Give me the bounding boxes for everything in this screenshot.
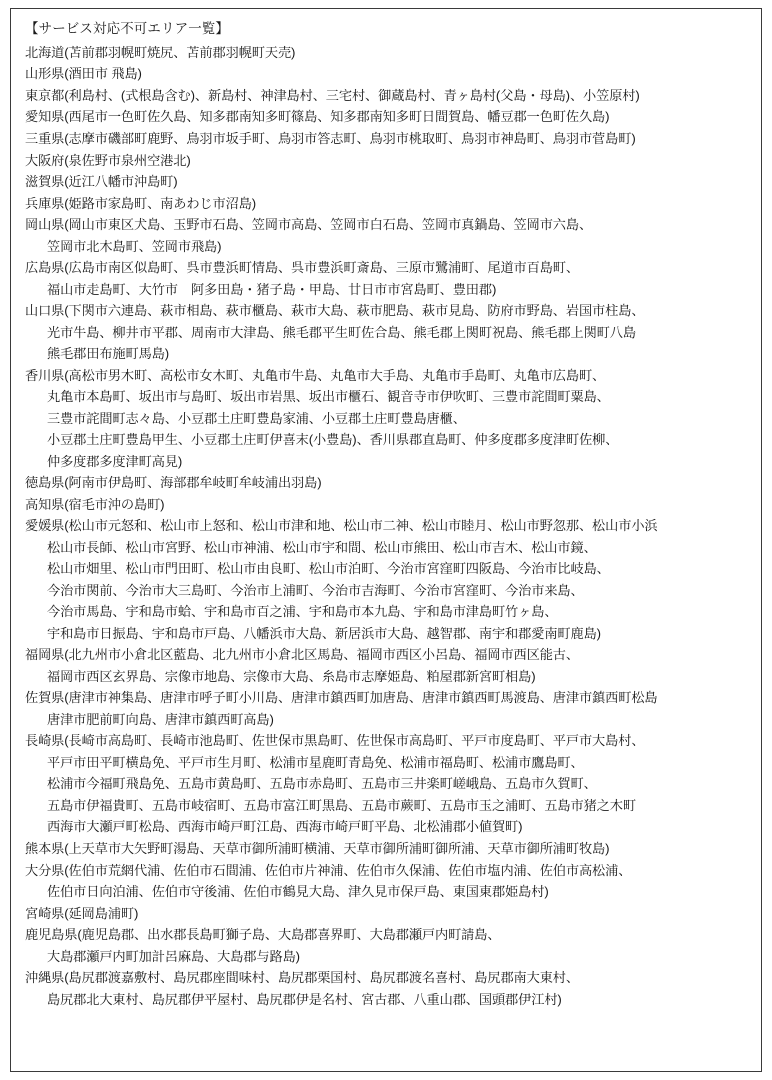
area-entry-line: 平戸市田平町横島免、平戸市生月町、松浦市星鹿町青島免、松浦市福島町、松浦市鷹島町、: [47, 754, 584, 770]
area-entry-saga: [25, 687, 749, 730]
area-entry-line: 熊本県(上天草市大矢野町湯島、天草市御所浦町横浦、天草市御所浦町御所浦、天草市御所浦町牧島): [25, 841, 610, 856]
area-entry-shiga: [25, 171, 749, 193]
area-entry-line: 広島県(広島市南区似島町、呉市豊浜町情島、呉市豊浜町斎島、三原市鷺浦町、尾道市百島町、: [25, 260, 579, 276]
area-entry-line: 長崎県(長崎市高島町、長崎市池島町、佐世保市黒島町、佐世保市高島町、平戸市度島町、平戸市大島村、: [25, 733, 645, 749]
area-entry-line: 東京都(利島村、(式根島含む)、新島村、神津島村、三宅村、御蔵島村、青ヶ島村(父島・母島)、小笠原村): [25, 87, 640, 103]
area-entry-line: 唐津市肥前町向島、唐津市鎮西町高島): [47, 711, 274, 727]
area-entry-line: 三豊市詫間町志々島、小豆郡土庄町豊島家浦、小豆郡土庄町豊島唐櫃、: [47, 410, 466, 426]
area-entry-osaka: [25, 150, 749, 172]
area-entry-line: 滋賀県(近江八幡市沖島町): [25, 174, 178, 190]
area-entry-ehime: [25, 515, 749, 644]
area-entry-line: 徳島県(阿南市伊島町、海部郡牟岐町牟岐浦出羽島): [25, 475, 322, 491]
area-entry-line: 高知県(宿毛市沖の島町): [25, 496, 165, 512]
area-entry-yamagata: [25, 63, 749, 85]
area-entry-line: 沖縄県(島尻郡渡嘉敷村、島尻郡座間味村、島尻郡栗国村、島尻郡渡名喜村、島尻郡南大東村、: [25, 970, 579, 986]
area-entry-line: 松山市長師、松山市宮野、松山市神浦、松山市宇和間、松山市熊田、松山市吉木、松山市鏡、: [47, 539, 597, 555]
area-entry-oita: [25, 860, 749, 903]
area-entry-line: 小豆郡土庄町豊島甲生、小豆郡土庄町伊喜末(小豊島)、香川県郡直島町、仲多度郡多度津町佐柳、: [47, 432, 619, 448]
area-entry-kochi: [25, 494, 749, 516]
area-entry-line: 鹿児島県(鹿児島郡、出水郡長島町獅子島、大島郡喜界町、大島郡瀬戸内町請島、: [25, 927, 501, 943]
area-entry-line: 熊毛郡田布施町馬島): [47, 346, 170, 362]
area-entry-line: 岡山県(岡山市東区犬島、玉野市石島、笠岡市高島、笠岡市白石島、笠岡市真鍋島、笠岡市六島、: [25, 217, 593, 233]
area-entry-okinawa: [25, 967, 749, 1010]
area-entry-kagawa: [25, 365, 749, 473]
area-entry-line: 笠岡市北木島町、笠岡市飛島): [47, 238, 222, 254]
area-entry-list: [25, 42, 749, 1010]
area-entry-line: 大阪府(泉佐野市泉州空港北): [25, 152, 191, 168]
area-entry-hyogo: [25, 193, 749, 215]
area-entry-line: 光市牛島、柳井市平郡、周南市大津島、熊毛郡平生町佐合島、熊毛郡上関町祝島、熊毛郡上関町八島: [47, 324, 636, 340]
area-entry-line: 島尻郡北大東村、島尻郡伊平屋村、島尻郡伊是名村、宮古郡、八重山郡、国頭郡伊江村): [47, 991, 562, 1007]
document-title: 【サービス対応不可エリア一覧】: [25, 21, 229, 36]
area-entry-line: 福岡県(北九州市小倉北区藍島、北九州市小倉北区馬島、福岡市西区小呂島、福岡市西区能古、: [25, 647, 579, 663]
area-entry-line: 丸亀市本島町、坂出市与島町、坂出市岩黒、坂出市櫃石、観音寺市伊吹町、三豊市詫間町粟島、: [47, 389, 610, 405]
area-entry-yamaguchi: [25, 300, 749, 365]
area-entry-line: 三重県(志摩市磯部町鹿野、鳥羽市坂手町、鳥羽市答志町、鳥羽市桃取町、鳥羽市神島町、鳥羽市菅島町): [25, 130, 636, 146]
area-entry-kumamoto: [25, 838, 749, 860]
area-entry-line: 松浦市今福町飛島免、五島市黄島町、五島市赤島町、五島市三井楽町嵯峨島、五島市久賀町、: [47, 776, 597, 792]
area-entry-line: 愛媛県(松山市元怒和、松山市上怒和、松山市津和地、松山市二神、松山市睦月、松山市野忽那、松山市小浜: [25, 518, 658, 534]
area-entry-line: 佐賀県(唐津市神集島、唐津市呼子町小川島、唐津市鎮西町加唐島、唐津市鎮西町馬渡島、唐津市鎮西町松島: [25, 690, 658, 706]
area-entry-line: 香川県(高松市男木町、高松市女木町、丸亀市牛島、丸亀市大手島、丸亀市手島町、丸亀市広島町、: [25, 367, 606, 383]
area-entry-line: 五島市伊福貴町、五島市岐宿町、五島市富江町黒島、五島市蕨町、五島市玉之浦町、五島市猪之木町: [47, 797, 636, 813]
area-entry-line: 兵庫県(姫路市家島町、南あわじ市沼島): [25, 195, 257, 211]
area-entry-line: 仲多度郡多度津町高見): [47, 453, 183, 469]
area-entry-line: 今治市関前、今治市大三島町、今治市上浦町、今治市吉海町、今治市宮窪町、今治市来島、: [47, 582, 584, 598]
area-entry-mie: [25, 128, 749, 150]
area-entry-line: 福岡市西区玄界島、宗像市地島、宗像市大島、糸島市志摩姫島、粕屋郡新宮町相島): [47, 668, 536, 684]
area-entry-line: 山口県(下関市六連島、萩市相島、萩市櫃島、萩市大島、萩市肥島、萩市見島、防府市野島、岩国市柱島、: [25, 303, 645, 319]
area-entry-line: 佐伯市日向泊浦、佐伯市守後浦、佐伯市鶴見大島、津久見市保戸島、東国東郡姫島村): [47, 884, 549, 900]
area-entry-line: 今治市馬島、宇和島市蛤、宇和島市百之浦、宇和島市本九島、宇和島市津島町竹ヶ島、: [47, 604, 558, 620]
area-entry-line: 北海道(苫前郡羽幌町焼尻、苫前郡羽幌町天売): [25, 44, 296, 60]
area-entry-line: 愛知県(西尾市一色町佐久島、知多郡南知多町篠島、知多郡南知多町日間賀島、幡豆郡一色町佐久島): [25, 109, 610, 125]
area-entry-line: 大島郡瀬戸内町加計呂麻島、大島郡与路島): [47, 948, 300, 964]
area-entry-fukuoka: [25, 644, 749, 687]
area-list-box: [10, 8, 762, 1072]
area-entry-hiroshima: [25, 257, 749, 300]
area-entry-aichi: [25, 106, 749, 128]
area-entry-tokushima: [25, 472, 749, 494]
area-entry-line: 宇和島市日振島、宇和島市戸島、八幡浜市大島、新居浜市大島、越智郡、南宇和郡愛南町鹿島): [47, 625, 601, 641]
area-entry-tokyo: [25, 85, 749, 107]
area-entry-hokkaido: [25, 42, 749, 64]
area-entry-miyazaki: [25, 903, 749, 925]
area-entry-line: 山形県(酒田市 飛島): [25, 66, 142, 82]
area-entry-line: 松山市畑里、松山市門田町、松山市由良町、松山市泊町、今治市宮窪町四阪島、今治市比岐島、: [47, 561, 610, 577]
area-entry-okayama: [25, 214, 749, 257]
area-entry-line: 福山市走島町、大竹市 阿多田島・猪子島・甲島、廿日市市宮島町、豊田郡): [47, 281, 497, 297]
area-entry-line: 西海市大瀬戸町松島、西海市崎戸町江島、西海市崎戸町平島、北松浦郡小値賀町): [47, 819, 523, 835]
area-entry-kagoshima: [25, 924, 749, 967]
area-entry-line: 宮崎県(延岡島浦町): [25, 905, 139, 921]
area-entry-line: 大分県(佐伯市荒網代浦、佐伯市石間浦、佐伯市片神浦、佐伯市久保浦、佐伯市塩内浦、佐伯市高松浦、: [25, 862, 632, 878]
area-entry-nagasaki: [25, 730, 749, 838]
